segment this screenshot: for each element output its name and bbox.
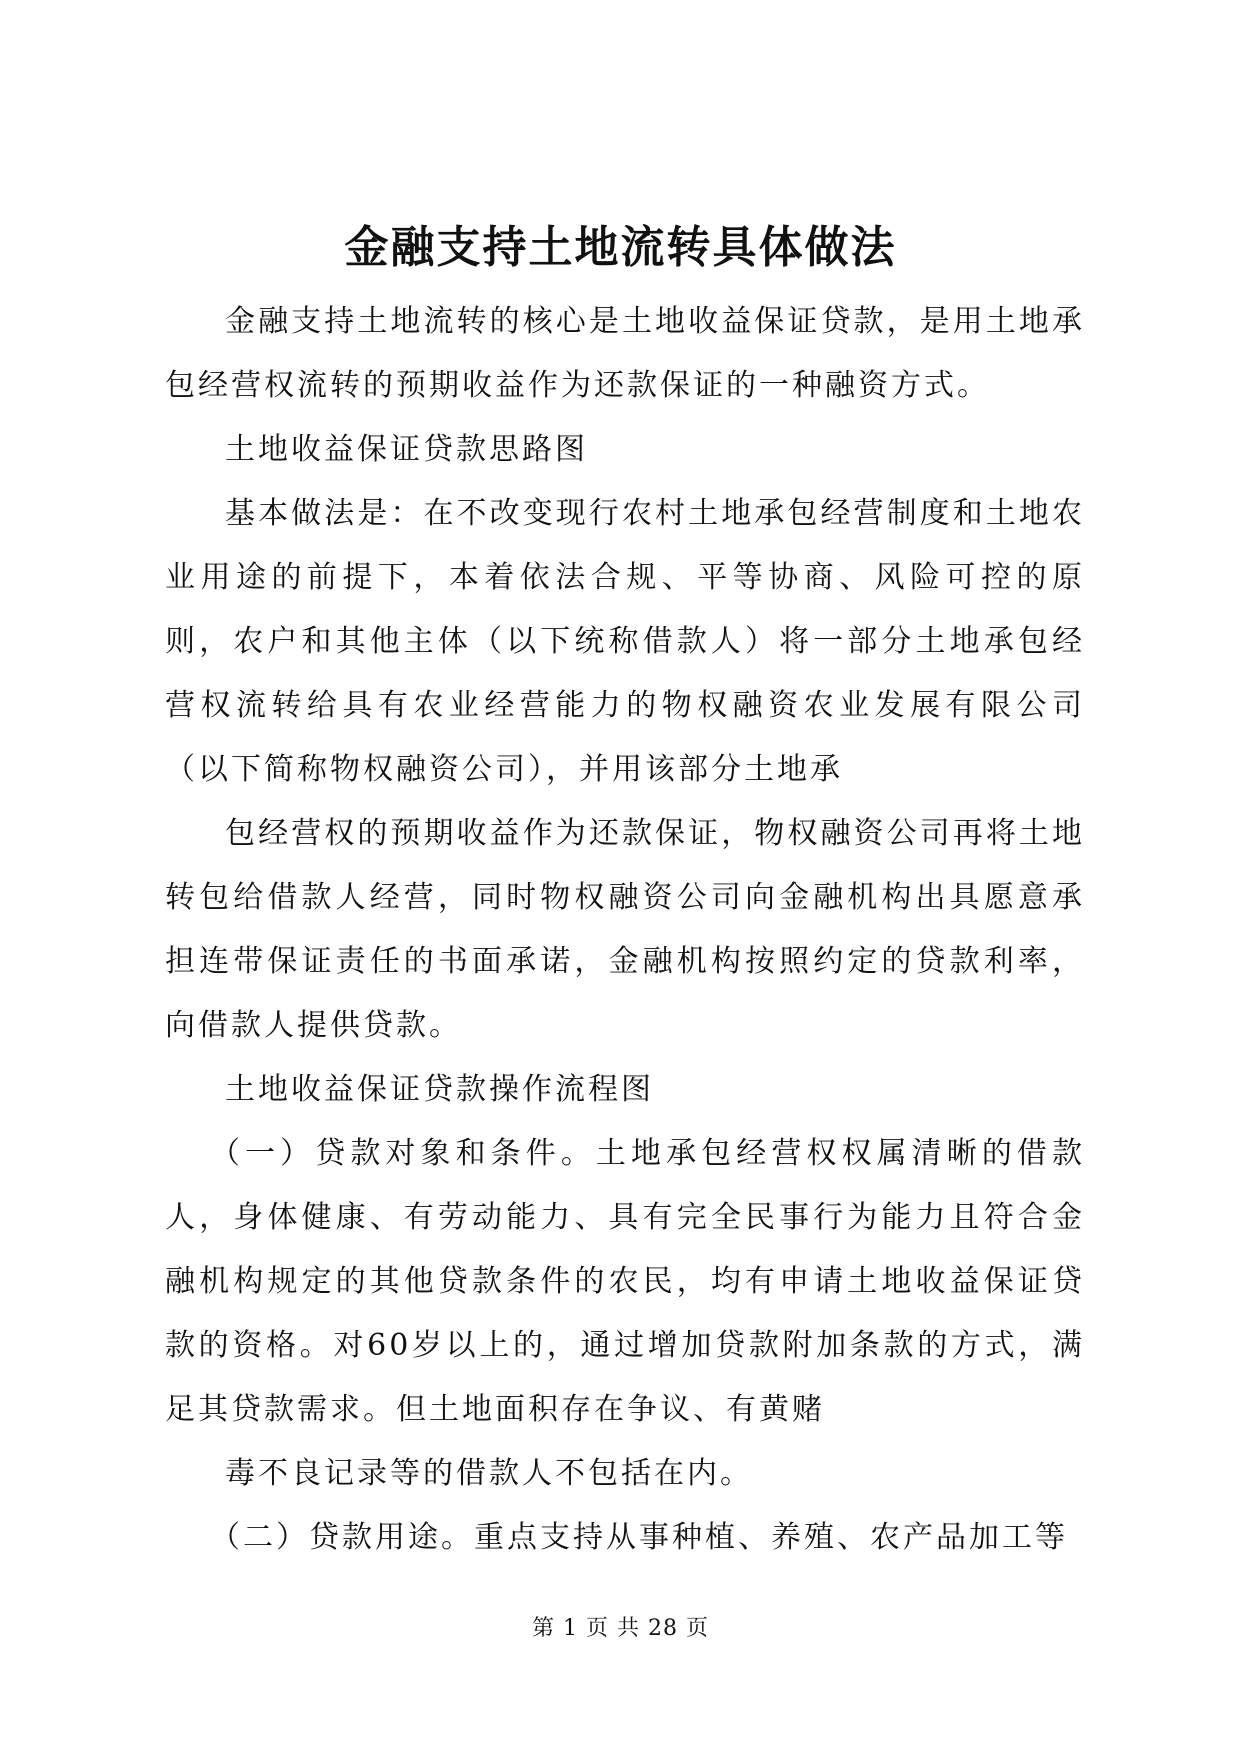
paragraph-intro: 金融支持土地流转的核心是土地收益保证贷款，是用土地承包经营权流转的预期收益作为还款保证的一种融资方式。 (165, 304, 1085, 403)
paragraph-basic-method-cont: 包经营权的预期收益作为还款保证，物权融资公司再将土地转包给借款人经营，同时物权融资公司向金融机构出具愿意承担连带保证责任的书面承诺，金融机构按照约定的贷款利率，向借款人提供贷款。 (165, 816, 1085, 1043)
document-body (165, 290, 1085, 1570)
paragraph-loan-conditions-cont: 毒不良记录等的借款人不包括在内。 (225, 1456, 753, 1491)
page-number-footer: 第 1 页 共 28 页 (532, 1616, 709, 1641)
document-title: 金融支持土地流转具体做法 (344, 222, 897, 273)
paragraph-diagram-caption-1: 土地收益保证贷款思路图 (225, 432, 588, 467)
paragraph-diagram-caption-2: 土地收益保证贷款操作流程图 (225, 1072, 654, 1107)
paragraph-basic-method: 基本做法是：在不改变现行农村土地承包经营制度和土地农业用途的前提下，本着依法合规、平等协商、风险可控的原则，农户和其他主体（以下统称借款人）将一部分土地承包经营权流转给具有农业经营能力的物权融资农业发展有限公司（以下简称物权融资公司），并用该部分土地承 (165, 496, 1085, 787)
paragraph-loan-usage: （二）贷款用途。重点支持从事种植、养殖、农产品加工等 (210, 1520, 1068, 1555)
paragraph-loan-conditions: （一）贷款对象和条件。土地承包经营权权属清晰的借款人，身体健康、有劳动能力、具有完全民事行为能力且符合金融机构规定的其他贷款条件的农民，均有申请土地收益保证贷款的资格。对60岁以上的，通过增加贷款附加条款的方式，满足其贷款需求。但土地面积存在争议、有黄赌 (165, 1136, 1085, 1427)
